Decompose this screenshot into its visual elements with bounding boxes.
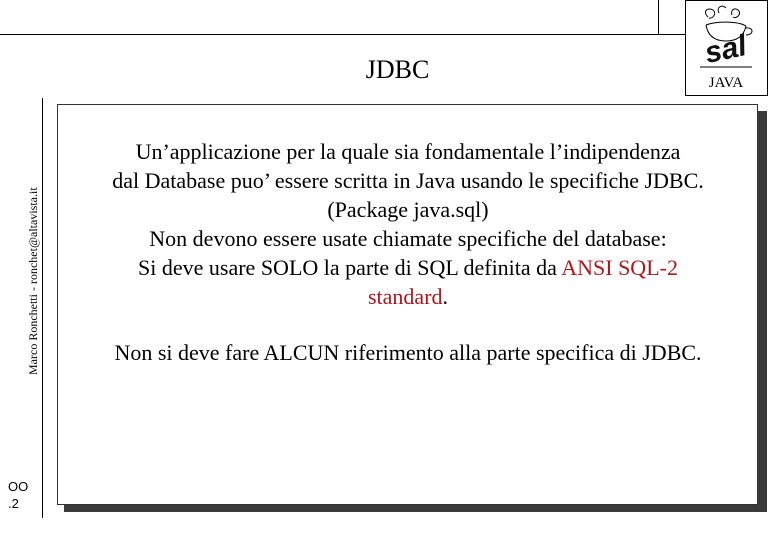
logo-graphic	[686, 1, 767, 95]
text-line-6	[58, 282, 758, 311]
closing-paragraph: Non si deve fare ALCUN riferimento alla parte specifica di JDBC.	[114, 340, 702, 365]
sidebar-rule	[42, 98, 43, 518]
content-box	[57, 104, 758, 505]
header-tick	[658, 0, 659, 34]
page-label-line2: .2	[8, 496, 19, 511]
ansi-sql-highlight: ANSI SQL-2	[561, 255, 678, 280]
text-line-2: dal Database puo’ essere scritta in Java usando le specifiche JDBC.	[112, 168, 704, 193]
text-line-5-plain: Si deve usare SOLO la parte di SQL definita da	[138, 255, 562, 280]
page-title: JDBC	[365, 55, 430, 84]
standard-highlight: standard	[367, 284, 443, 309]
page-label	[8, 478, 28, 512]
text-line-4: Non devono essere usate chiamate specifiche del database:	[149, 226, 667, 251]
text-line-5	[58, 253, 758, 282]
page-label-line1: OO	[8, 479, 29, 494]
main-paragraph	[58, 137, 758, 311]
logo-product-text: JAVA	[708, 75, 744, 91]
logo-brand-text: sal	[701, 29, 750, 71]
text-line-1: Un’applicazione per la quale sia fondamentale l’indipendenza	[135, 139, 681, 164]
text-line-6-plain: .	[442, 284, 449, 309]
sal-java-logo	[685, 0, 768, 96]
author-credit: Marco Ronchetti - ronchet@altavista.it	[26, 187, 40, 375]
text-line-3: (Package java.sql)	[327, 197, 489, 222]
header-rule	[0, 34, 700, 35]
